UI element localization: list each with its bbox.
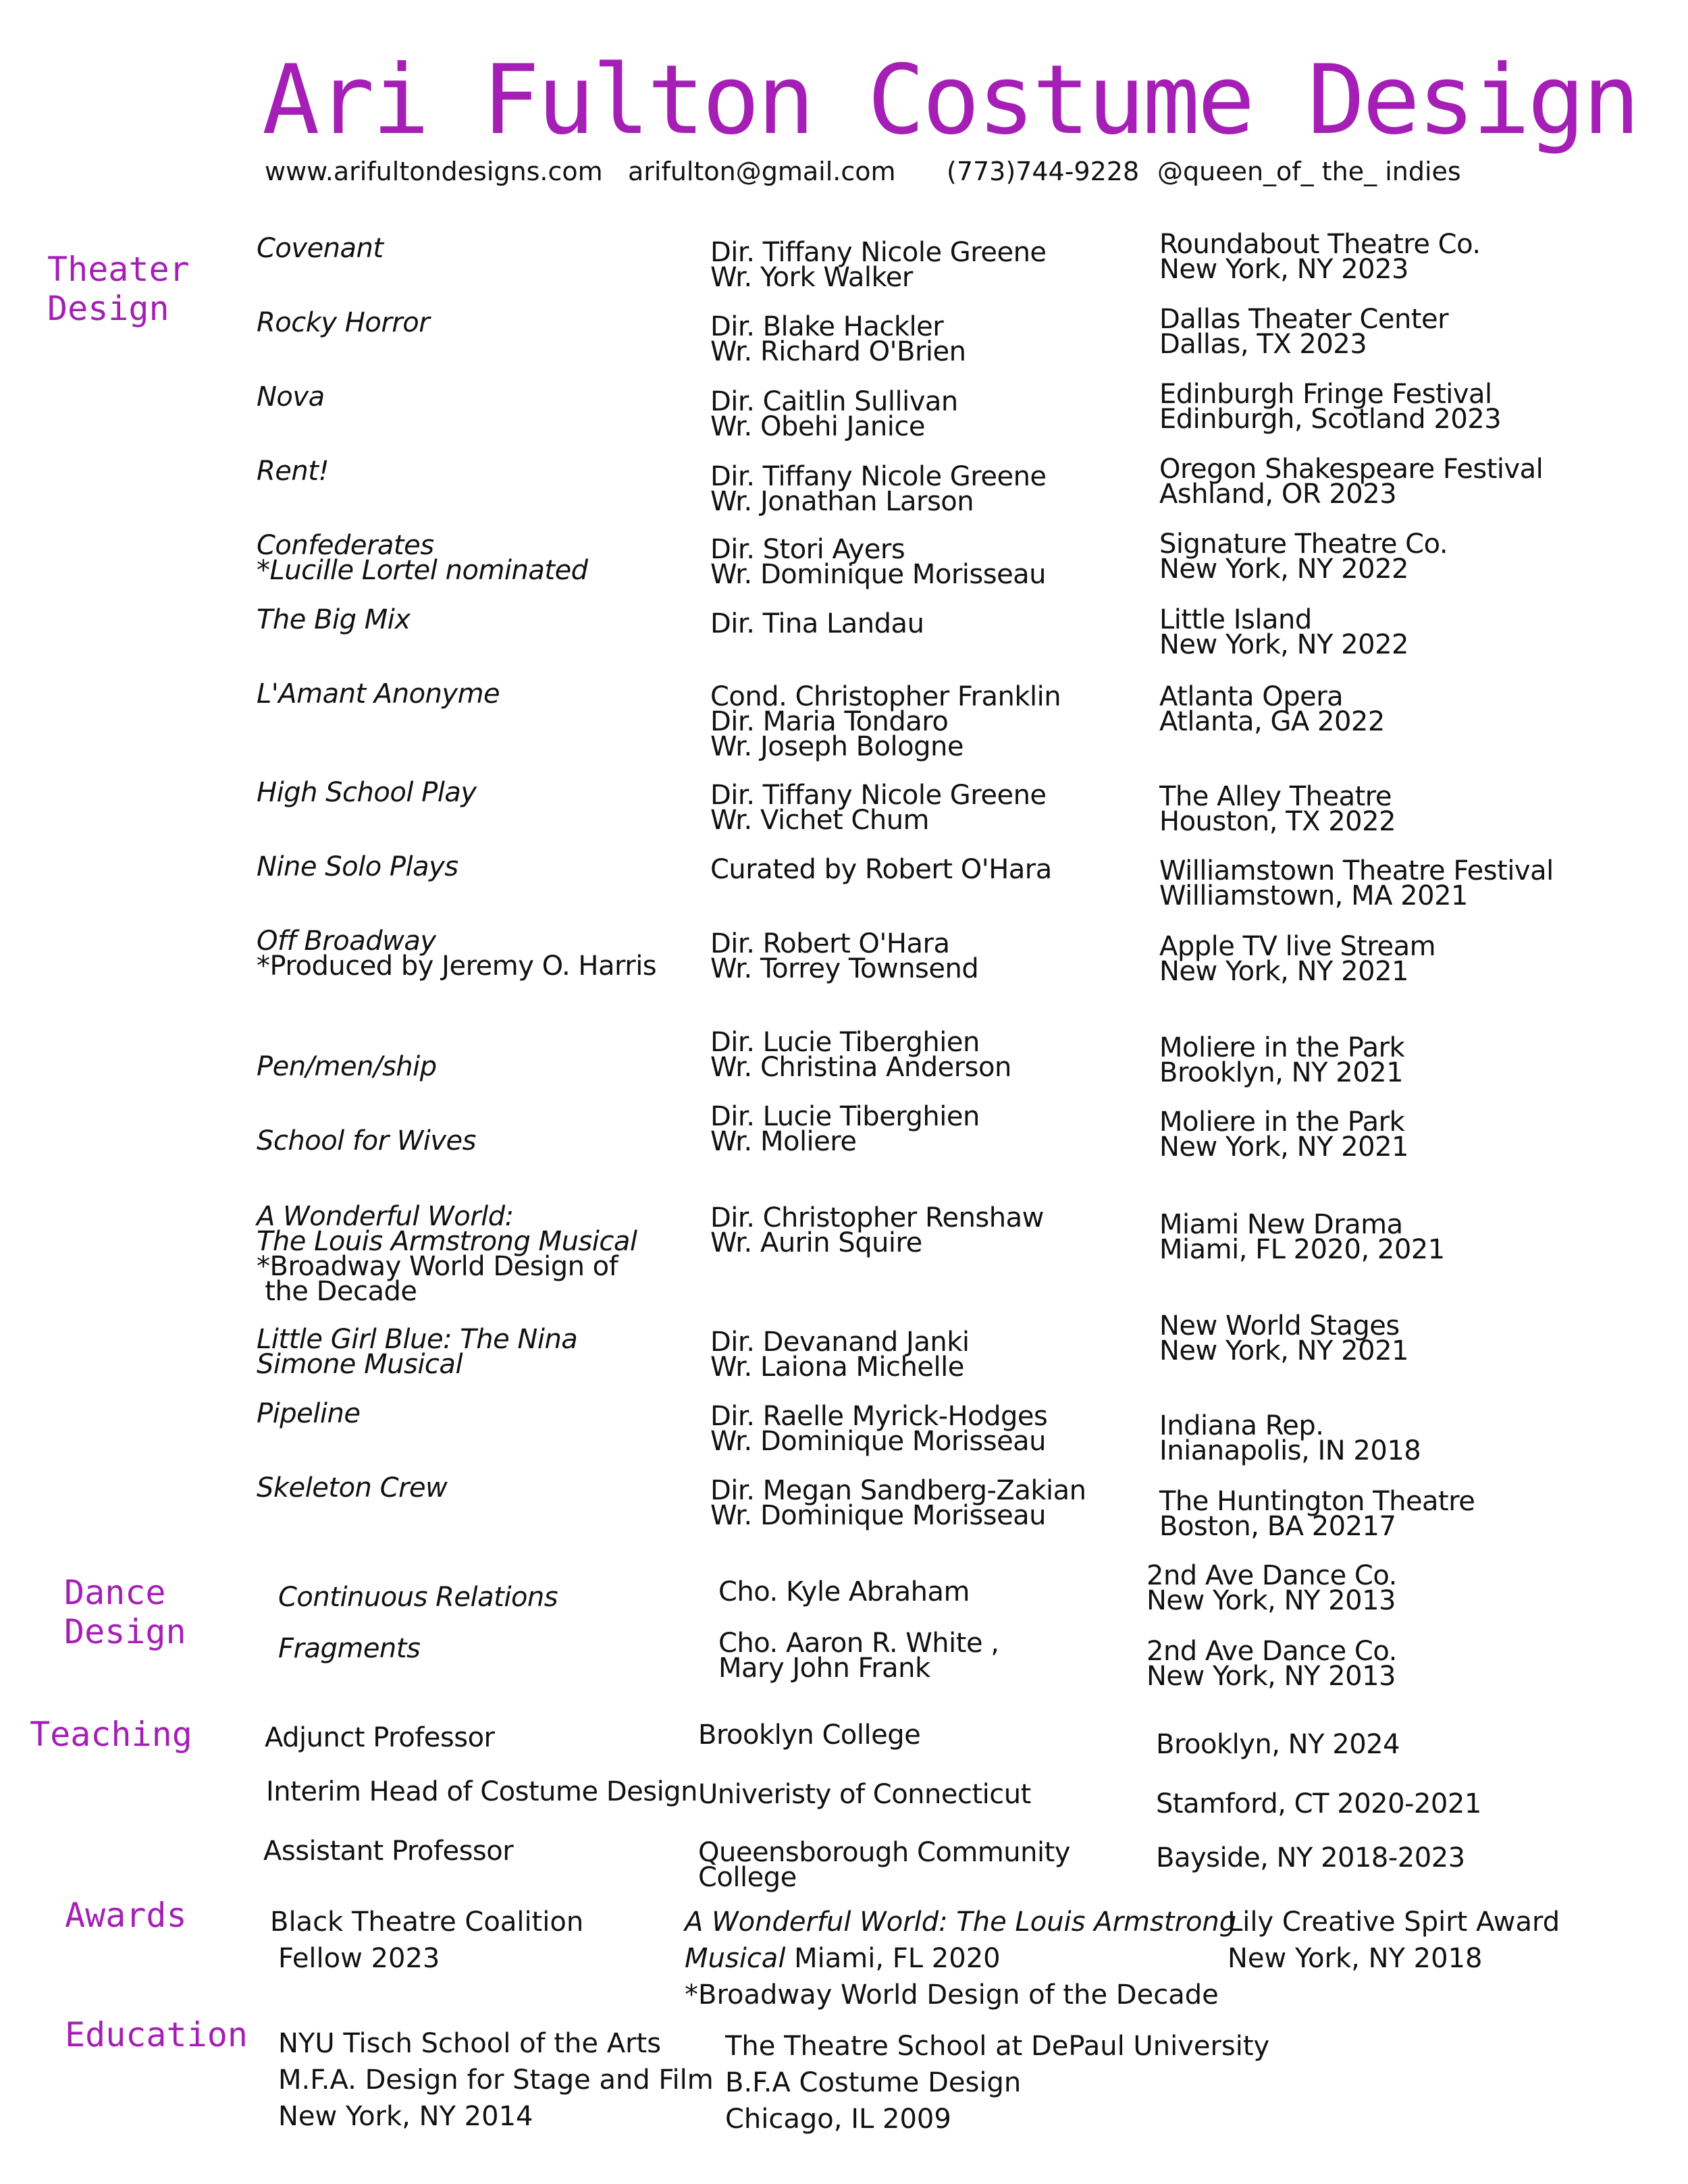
section-heading-line: Theater — [47, 250, 190, 289]
venue-line: Boston, BA 20217 — [1159, 1511, 1396, 1542]
venue-line: Williamstown Theatre Festival — [1159, 855, 1554, 886]
title-note: *Lucille Lortel nominated — [257, 555, 588, 586]
venue-line: New York, NY 2021 — [1159, 1131, 1408, 1163]
production-venue — [1159, 454, 1544, 510]
email-link[interactable]: arifulton@gmail.com — [628, 157, 896, 186]
title-line: Simone Musical — [257, 1349, 463, 1380]
production-venue — [1159, 681, 1385, 737]
production-credits — [710, 1475, 1086, 1531]
credit-line: Wr. Dominique Morisseau — [710, 1500, 1047, 1531]
production-credits — [710, 928, 979, 984]
award-line — [685, 1940, 1236, 1977]
credit-line: Wr. York Walker — [710, 262, 913, 293]
production-title — [257, 233, 384, 264]
education-entry — [725, 2028, 1269, 2137]
title-line: School for Wives — [257, 1125, 477, 1156]
education-line: The Theatre School at DePaul University — [725, 2031, 1270, 2062]
credit-line: Dir. Robert O'Hara — [710, 928, 950, 959]
production-credits — [710, 780, 1047, 836]
title-line: Off Broadway — [257, 926, 436, 957]
production-venue — [1159, 604, 1408, 660]
title-line: Pipeline — [257, 1398, 361, 1429]
education-line: B.F.A Costume Design — [725, 2067, 1022, 2098]
production-credits — [710, 534, 1047, 590]
section-heading-education: Education — [65, 2015, 248, 2054]
venue-line: Roundabout Theatre Co. — [1159, 229, 1481, 260]
title-line: Skeleton Crew — [257, 1472, 448, 1503]
title-note: the Decade — [257, 1276, 417, 1307]
credit-line: Wr. Obehi Janice — [710, 411, 925, 442]
title-line: Covenant — [257, 233, 384, 264]
production-credits — [710, 1101, 980, 1157]
production-title — [257, 307, 430, 338]
page-title: Ari Fulton Costume Design — [262, 45, 1638, 156]
venue-line: The Alley Theatre — [1159, 781, 1392, 812]
title-note: *Broadway World Design of — [257, 1251, 618, 1282]
title-line: Nine Solo Plays — [257, 851, 458, 882]
section-heading-theater-design — [47, 250, 190, 328]
title-line: Nova — [257, 381, 325, 412]
award-line: Lily Creative Spirt Award — [1228, 1907, 1560, 1938]
venue-line: New York, NY 2023 — [1159, 254, 1408, 285]
award-line: Fellow 2023 — [278, 1943, 440, 1974]
venue-line: New World Stages — [1159, 1310, 1400, 1341]
credit-line: Dir. Tiffany Nicole Greene — [710, 780, 1047, 811]
credit-line: Dir. Tina Landau — [710, 608, 924, 639]
credit-line: Cho. Kyle Abraham — [718, 1576, 970, 1607]
production-title — [257, 1398, 361, 1429]
award-entry — [270, 1904, 583, 1977]
award-entry — [1228, 1904, 1560, 1977]
credit-line: Wr. Richard O'Brien — [710, 336, 966, 367]
production-venue — [1159, 304, 1449, 360]
credit-line: Dir. Megan Sandberg-Zakian — [710, 1475, 1086, 1506]
production-credits — [710, 311, 966, 367]
phone-number: (773)744-9228 — [947, 157, 1140, 186]
education-line: New York, NY 2014 — [278, 2101, 533, 2132]
production-venue — [1159, 1107, 1408, 1163]
production-credits — [710, 681, 1061, 762]
venue-line: Moliere in the Park — [1159, 1032, 1405, 1063]
credit-line: Dir. Christopher Renshaw — [710, 1202, 1044, 1233]
venue-line: Inianapolis, IN 2018 — [1159, 1435, 1421, 1466]
dance-title: Continuous Relations — [278, 1582, 558, 1613]
credit-line: Wr. Joseph Bologne — [710, 731, 964, 762]
credit-line: Dir. Raelle Myrick-Hodges — [710, 1401, 1048, 1432]
production-credits — [710, 1327, 970, 1383]
teaching-location: Bayside, NY 2018-2023 — [1156, 1842, 1465, 1873]
credit-line: Dir. Devanand Janki — [710, 1327, 970, 1358]
award-line: Black Theatre Coalition — [270, 1907, 584, 1938]
venue-line: Oregon Shakespeare Festival — [1159, 454, 1544, 485]
venue-line: Moliere in the Park — [1159, 1107, 1405, 1138]
production-title — [257, 381, 325, 412]
title-line: High School Play — [257, 777, 477, 808]
title-line: Rocky Horror — [257, 307, 430, 338]
credit-line: Curated by Robert O'Hara — [710, 854, 1052, 885]
venue-line: New York, NY 2013 — [1146, 1661, 1396, 1692]
production-venue — [1159, 1209, 1445, 1265]
title-line: Little Girl Blue: The Nina — [257, 1324, 578, 1355]
production-title — [257, 1201, 637, 1307]
venue-line: Little Island — [1159, 604, 1312, 635]
venue-line: Miami New Drama — [1159, 1209, 1403, 1240]
teaching-role: Interim Head of Costume Design — [266, 1776, 697, 1807]
venue-line: The Huntington Theatre — [1159, 1486, 1475, 1517]
teaching-institution — [698, 1837, 1070, 1893]
production-credits — [710, 1401, 1048, 1457]
credit-line: Dir. Lucie Tiberghien — [710, 1101, 980, 1132]
credit-line: Dir. Lucie Tiberghien — [710, 1027, 980, 1058]
venue-line: Houston, TX 2022 — [1159, 806, 1396, 837]
credit-line: Cho. Aaron R. White , — [718, 1628, 999, 1659]
venue-line: Indiana Rep. — [1159, 1410, 1324, 1441]
dance-venue — [1146, 1636, 1397, 1692]
venue-line: Williamstown, MA 2021 — [1159, 880, 1468, 911]
teaching-institution: Univeristy of Connecticut — [698, 1779, 1031, 1810]
credit-line: Wr. Christina Anderson — [710, 1052, 1011, 1083]
title-line: Confederates — [257, 530, 434, 561]
credit-line: Wr. Dominique Morisseau — [710, 1426, 1047, 1457]
venue-line: New York, NY 2021 — [1159, 1335, 1408, 1366]
credit-line: Wr. Dominique Morisseau — [710, 559, 1047, 590]
venue-line: Dallas Theater Center — [1159, 304, 1449, 335]
venue-line: New York, NY 2022 — [1159, 554, 1408, 585]
venue-line: Brooklyn, NY 2021 — [1159, 1057, 1404, 1088]
production-venue — [1159, 1310, 1408, 1366]
production-credits — [710, 854, 1052, 885]
production-credits — [710, 237, 1047, 293]
credit-line: Dir. Blake Hackler — [710, 311, 944, 342]
production-credits — [710, 461, 1047, 517]
title-line: A Wonderful World: — [257, 1201, 514, 1232]
credit-line: Wr. Jonathan Larson — [710, 486, 974, 517]
venue-line: 2nd Ave Dance Co. — [1146, 1560, 1397, 1591]
production-title — [257, 777, 477, 808]
production-title — [257, 1324, 578, 1380]
dance-title: Fragments — [278, 1633, 421, 1664]
award-line: New York, NY 2018 — [1228, 1943, 1483, 1974]
teaching-role: Assistant Professor — [263, 1836, 514, 1867]
credit-line: Wr. Aurin Squire — [710, 1227, 922, 1258]
title-line: The Big Mix — [257, 604, 411, 635]
production-venue — [1159, 379, 1502, 435]
award-title-fragment: Musical — [685, 1943, 786, 1974]
venue-line: Edinburgh, Scotland 2023 — [1159, 404, 1502, 435]
section-heading-line: Dance — [64, 1573, 166, 1612]
education-line: M.F.A. Design for Stage and Film — [278, 2065, 714, 2096]
dance-credits — [718, 1576, 970, 1607]
production-credits — [710, 608, 924, 639]
credit-line: Dir. Tiffany Nicole Greene — [710, 461, 1047, 492]
venue-line: Ashland, OR 2023 — [1159, 479, 1397, 510]
title-line: The Louis Armstrong Musical — [257, 1226, 637, 1257]
credit-line: Cond. Christopher Franklin — [710, 681, 1061, 712]
award-line: A Wonderful World: The Louis Armstrong — [685, 1907, 1237, 1938]
venue-line: Apple TV live Stream — [1159, 931, 1436, 962]
institution-line: Queensborough Community — [698, 1837, 1070, 1868]
credit-line: Wr. Moliere — [710, 1126, 857, 1157]
teaching-institution: Brooklyn College — [698, 1720, 921, 1751]
production-venue — [1159, 229, 1481, 285]
section-heading-awards: Awards — [65, 1896, 187, 1935]
section-heading-teaching: Teaching — [30, 1715, 192, 1754]
production-title — [257, 1051, 437, 1082]
social-handle: @queen_of_ the_ indies — [1157, 157, 1461, 186]
production-credits — [710, 1027, 1011, 1083]
production-title — [257, 456, 329, 487]
venue-line: Atlanta, GA 2022 — [1159, 706, 1385, 737]
education-entry — [278, 2025, 714, 2135]
venue-line: New York, NY 2021 — [1159, 956, 1408, 987]
production-title — [257, 851, 458, 882]
title-note: *Produced by Jeremy O. Harris — [257, 951, 657, 982]
credit-line: Dir. Tiffany Nicole Greene — [710, 237, 1047, 268]
venue-line: Dallas, TX 2023 — [1159, 329, 1367, 360]
venue-line: Miami, FL 2020, 2021 — [1159, 1234, 1445, 1265]
production-venue — [1159, 781, 1396, 837]
production-venue — [1159, 931, 1436, 987]
venue-line: 2nd Ave Dance Co. — [1146, 1636, 1397, 1667]
section-heading-line: Design — [64, 1612, 186, 1651]
award-line: *Broadway World Design of the Decade — [685, 1979, 1219, 2010]
dance-venue — [1146, 1560, 1397, 1616]
education-line: Chicago, IL 2009 — [725, 2104, 951, 2135]
production-venue — [1159, 855, 1554, 911]
title-line: Pen/men/ship — [257, 1051, 437, 1082]
credit-line: Dir. Caitlin Sullivan — [710, 386, 958, 417]
production-title — [257, 926, 657, 982]
production-venue — [1159, 529, 1448, 585]
venue-line: New York, NY 2013 — [1146, 1585, 1396, 1616]
credit-line: Wr. Vichet Chum — [710, 805, 930, 836]
production-title — [257, 1125, 477, 1156]
section-heading-line: Design — [47, 289, 169, 328]
title-line: Rent! — [257, 456, 329, 487]
venue-line: Signature Theatre Co. — [1159, 529, 1448, 560]
venue-line: New York, NY 2022 — [1159, 629, 1408, 660]
production-venue — [1159, 1032, 1405, 1088]
award-entry — [685, 1904, 1236, 2013]
production-title — [257, 604, 411, 635]
teaching-location: Brooklyn, NY 2024 — [1156, 1729, 1400, 1760]
credit-line: Dir. Maria Tondaro — [710, 706, 949, 737]
credit-line: Mary John Frank — [718, 1653, 930, 1684]
production-credits — [710, 1202, 1044, 1258]
credit-line: Wr. Laiona Michelle — [710, 1352, 964, 1383]
title-line: L'Amant Anonyme — [257, 678, 500, 710]
production-venue — [1159, 1486, 1475, 1542]
production-title — [257, 530, 588, 586]
award-location: Miami, FL 2020 — [785, 1943, 1001, 1974]
section-heading-dance-design — [64, 1573, 186, 1651]
production-title — [257, 1472, 448, 1503]
credit-line: Wr. Torrey Townsend — [710, 953, 979, 984]
production-credits — [710, 386, 958, 442]
production-title — [257, 678, 500, 710]
venue-line: Edinburgh Fringe Festival — [1159, 379, 1492, 410]
education-line: NYU Tisch School of the Arts — [278, 2028, 662, 2059]
teaching-location: Stamford, CT 2020-2021 — [1156, 1788, 1481, 1819]
venue-line: Atlanta Opera — [1159, 681, 1344, 712]
website-link[interactable]: www.arifultondesigns.com — [265, 157, 603, 186]
credit-line: Dir. Stori Ayers — [710, 534, 905, 565]
institution-line: College — [698, 1862, 797, 1893]
production-venue — [1159, 1410, 1421, 1466]
teaching-role: Adjunct Professor — [265, 1722, 495, 1753]
dance-credits — [718, 1628, 999, 1684]
